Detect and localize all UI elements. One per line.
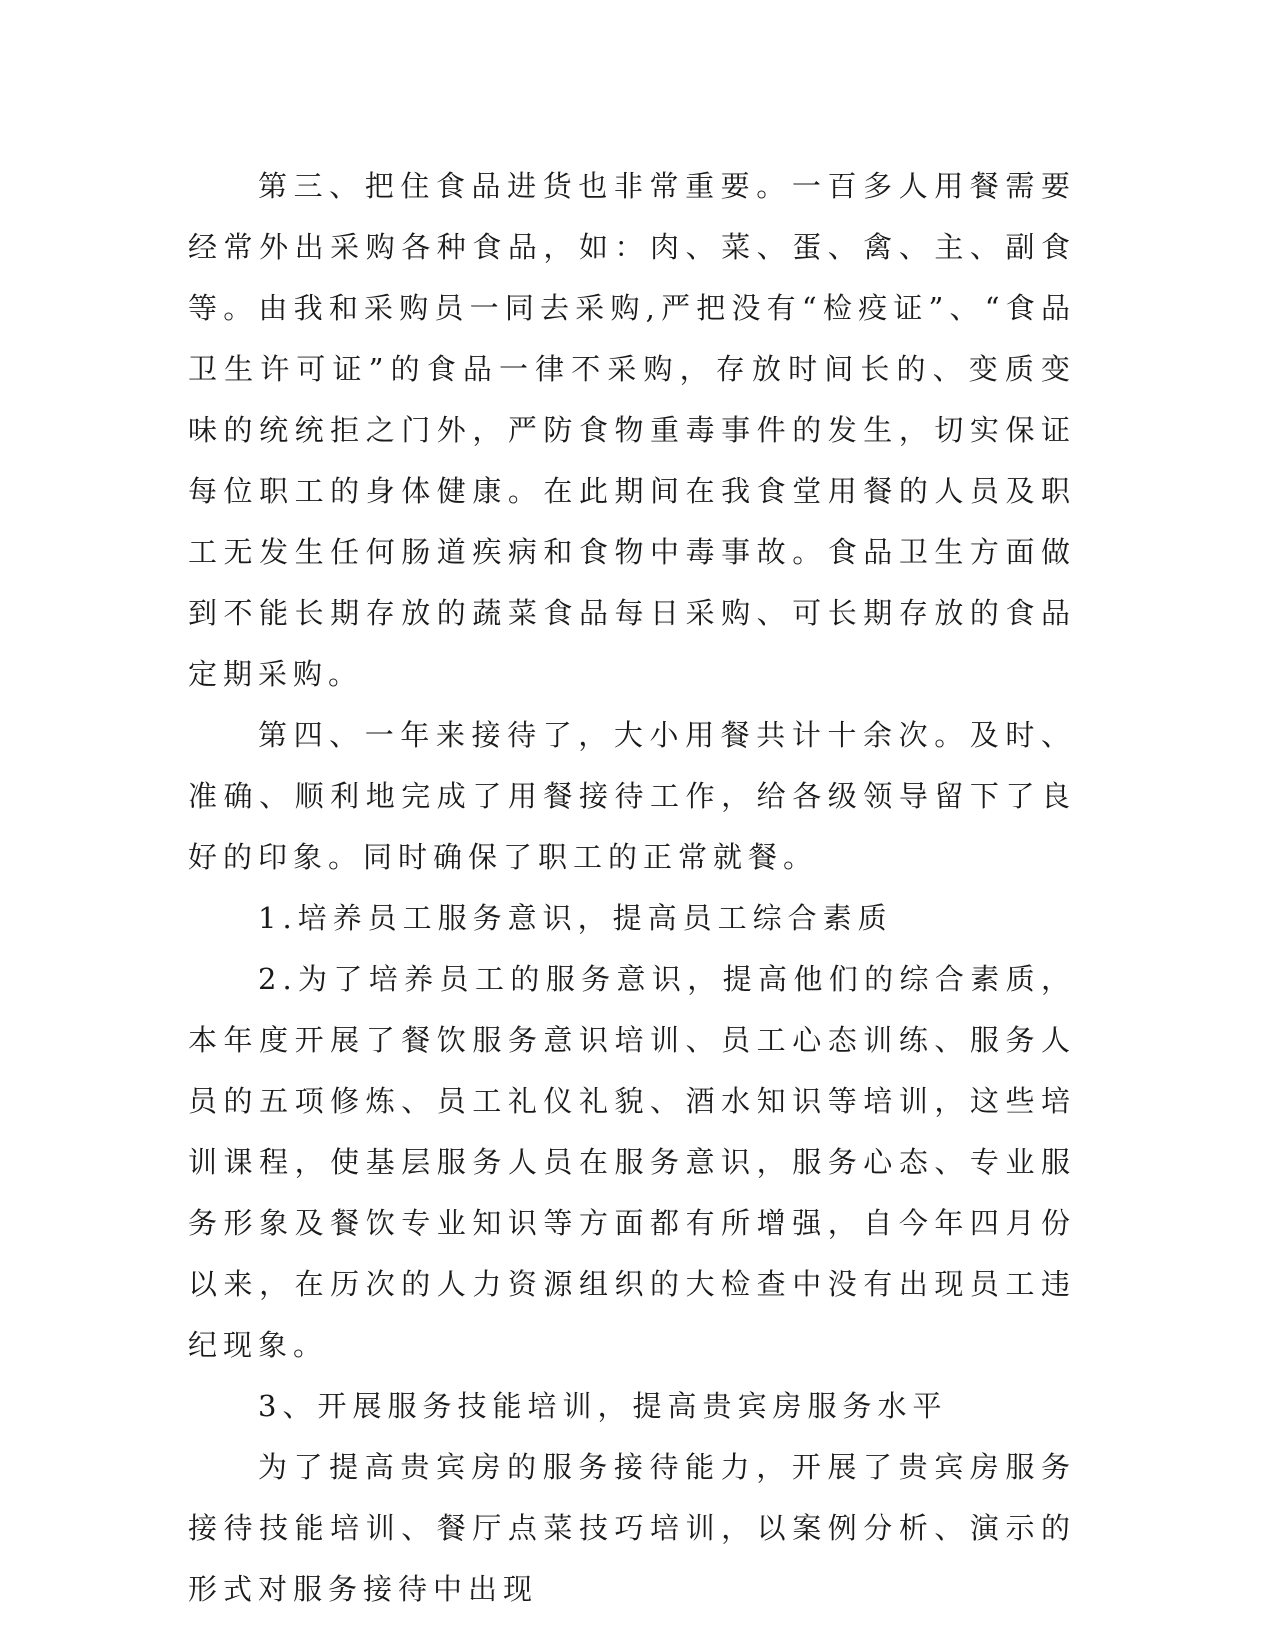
paragraph-vip-room-training: 为了提高贵宾房的服务接待能力，开展了贵宾房服务接待技能培训、餐厅点菜技巧培训，以案例分析、演示的形式对服务接待中出现 [188, 1450, 1076, 1606]
heading-service-awareness: 1.培养员工服务意识，提高员工综合素质 [258, 901, 893, 935]
document-body [188, 156, 1076, 1620]
paragraph-food-purchasing: 第三、把住食品进货也非常重要。一百多人用餐需要经常外出采购各种食品，如：肉、菜、蛋、禽、主、副食等。由我和采购员一同去采购,严把没有“检疫证”、“食品卫生许可证”的食品一律不采购，存放时间长的、变质变味的统统拒之门外，严防食物重毒事件的发生，切实保证每位职工的身体健康。在此期间在我食堂用餐的人员及职工无发生任何肠道疾病和食物中毒事故。食品卫生方面做到不能长期存放的蔬菜食品每日采购、可长期存放的食品定期采购。 [188, 169, 1076, 691]
paragraph-reception-meals: 第四、一年来接待了，大小用餐共计十余次。及时、准确、顺利地完成了用餐接待工作，给各级领导留下了良好的印象。同时确保了职工的正常就餐。 [188, 718, 1076, 874]
paragraph-service-training: 2.为了培养员工的服务意识，提高他们的综合素质，本年度开展了餐饮服务意识培训、员工心态训练、服务人员的五项修炼、员工礼仪礼貌、酒水知识等培训，这些培训课程，使基层服务人员在服务意识，服务心态、专业服务形象及餐饮专业知识等方面都有所增强，自今年四月份以来，在历次的人力资源组织的大检查中没有出现员工违纪现象。 [188, 962, 1076, 1362]
heading-skills-training: 3、开展服务技能培训，提高贵宾房服务水平 [258, 1389, 948, 1423]
